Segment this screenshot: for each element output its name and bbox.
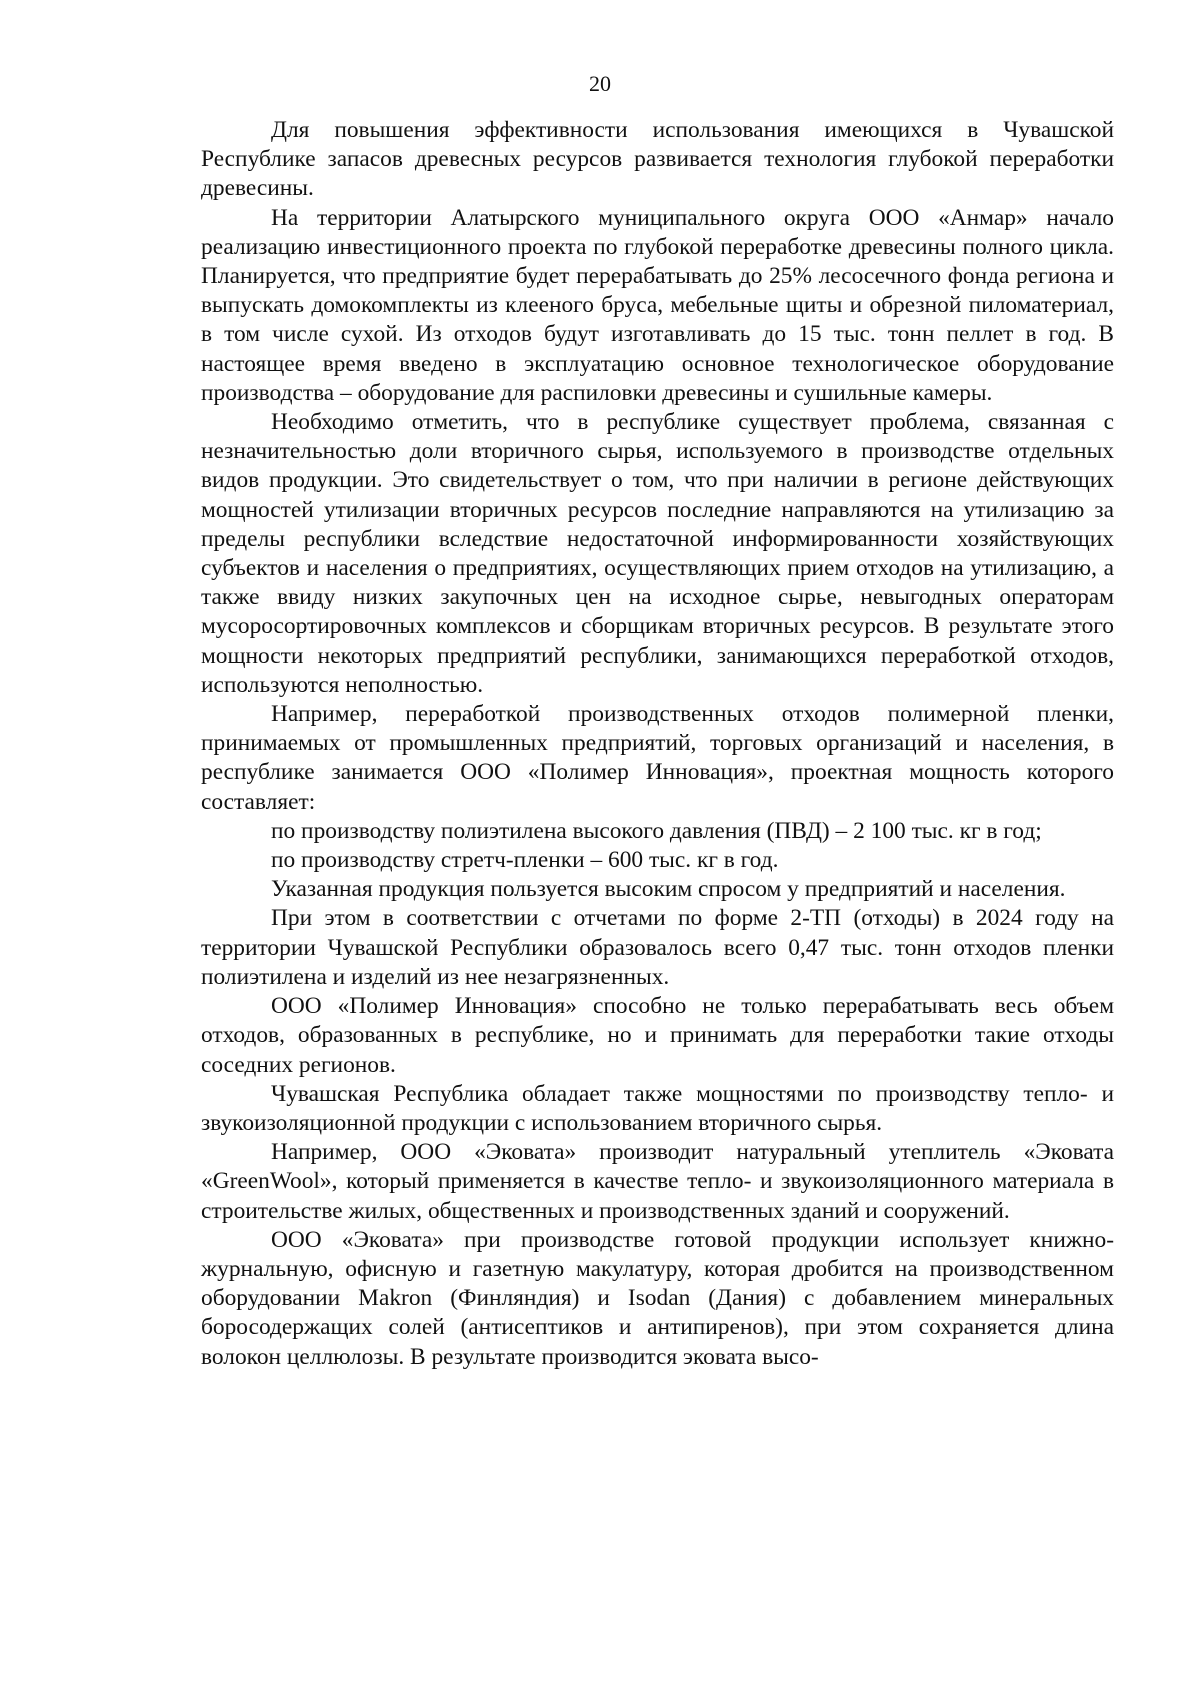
paragraph-product-demand: Указанная продукция пользуется высоким спросом у предприятий и населения. (271, 876, 1066, 903)
paragraph-polymer-innovation: Например, переработкой производственных отходов полимерной пленки, принимаемых от промышленных предприятий, торговых организаций и населения, в республике занимается ООО «Полимер Инновация», проектная мощность которого составляет: (201, 701, 1114, 815)
paragraph-ldpe-capacity: по производству полиэтилена высокого давления (ПВД) – 2 100 тыс. кг в год; (271, 817, 1042, 844)
paragraph-ekovata-process: ООО «Эковата» при производстве готовой продукции использует книжно-журнальную, офисную и газетную макулатуру, которая дробится на производственном оборудовании Makron (Финляндия) и Isodan (Дания) с добавлением минеральных боросодержащих солей (антисептиков и антипиренов), при этом сохраняется длина волокон целлюлозы. В результате производится эковата высо- (201, 1226, 1114, 1370)
paragraph-stretch-film-capacity: по производству стретч-пленки – 600 тыс. кг в год. (271, 847, 779, 874)
paragraph-ekovata-product: Например, ООО «Эковата» производит натуральный утеплитель «Эковата «GreenWool», который применяется в качестве тепло- и звукоизоляционного материала в строительстве жилых, общественных и производственных зданий и сооружений. (201, 1139, 1114, 1224)
page-number: 20 (589, 71, 611, 96)
paragraph-anmar-project: На территории Алатырского муниципального округа ООО «Анмар» начало реализацию инвестиционного проекта по глубокой переработке древесины полного цикла. Планируется, что предприятие будет перерабатывать до 25% лесосечного фонда региона и выпускать домокомплекты из клееного бруса, мебельные щиты и обрезной пиломатериал, в том числе сухой. Из отходов будут изготавливать до 15 тыс. тонн пеллет в год. В настоящее время введено в эксплуатацию основное технологическое оборудование производства – оборудование для распиловки древесины и сушильные камеры. (201, 204, 1114, 406)
paragraph-secondary-raw-materials: Необходимо отметить, что в республике существует проблема, связанная с незначительностью доли вторичного сырья, используемого в производстве отдельных видов продукции. Это свидетельствует о том, что при наличии в регионе действующих мощностей утилизации вторичных ресурсов последние направляются на утилизацию за пределы республики вследствие недостаточной информированности хозяйствующих субъектов и населения о предприятиях, осуществляющих прием отходов на утилизацию, а также ввиду низких закупочных цен на исходное сырье, невыгодных операторам мусоросортировочных комплексов и сборщикам вторичных ресурсов. В результате этого мощности некоторых предприятий республики, занимающихся переработкой отходов, используются неполностью. (201, 409, 1114, 698)
document-body (201, 116, 1114, 1372)
paragraph-processing-ability: ООО «Полимер Инновация» способно не только перерабатывать весь объем отходов, образованных в республике, но и принимать для переработки такие отходы соседних регионов. (201, 993, 1114, 1078)
paragraph-waste-statistics: При этом в соответствии с отчетами по форме 2-ТП (отходы) в 2024 году на территории Чувашской Республики образовалось всего 0,47 тыс. тонн отходов пленки полиэтилена и изделий из нее незагрязненных. (201, 905, 1114, 990)
paragraph-wood-processing: Для повышения эффективности использования имеющихся в Чувашской Республике запасов древесных ресурсов развивается технология глубокой переработки древесины. (201, 117, 1114, 202)
paragraph-insulation-capacity: Чувашская Республика обладает также мощностями по производству тепло- и звукоизоляционной продукции с использованием вторичного сырья. (201, 1080, 1114, 1136)
